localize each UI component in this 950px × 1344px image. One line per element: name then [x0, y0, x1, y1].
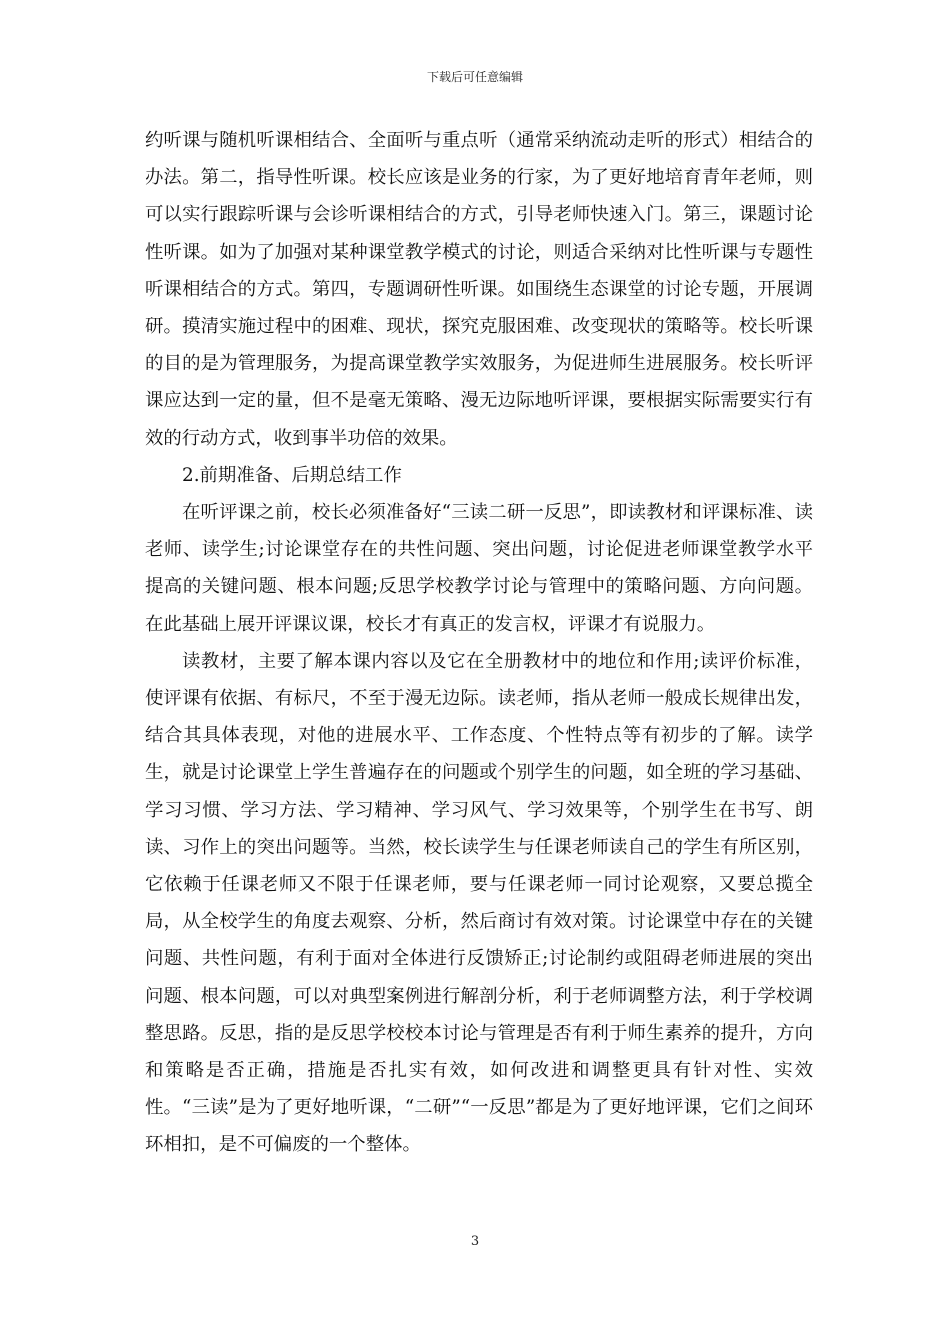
- paragraph-preparation: 在听评课之前，校长必须准备好“三读二研一反思”，即读教材和评课标准、读老师、读学生;讨论课堂存在的共性问题、突出问题，讨论促进老师课堂教学水平提高的关键问题、根本问题;反思学校教学讨论与管理中的策略问题、方向问题。在此基础上展开评课议课，校长才有真正的发言权，评课才有说服力。: [145, 502, 813, 635]
- document-body: [145, 122, 813, 1164]
- page-header: 下载后可任意编辑: [426, 70, 523, 84]
- page-number: 3: [470, 1234, 480, 1249]
- section-heading: 2.前期准备、后期总结工作: [182, 464, 402, 486]
- paragraph-continuation: 约听课与随机听课相结合、全面听与重点听（通常采纳流动走听的形式）相结合的办法。第二，指导性听课。校长应该是业务的行家，为了更好地培育青年老师，则可以实行跟踪听课与会诊听课相结合的方式，引导老师快速入门。第三，课题讨论性听课。如为了加强对某种课堂教学模式的讨论，则适合采纳对比性听课与专题性听课相结合的方式。第四，专题调研性听课。如围绕生态课堂的讨论专题，开展调研。摸清实施过程中的困难、现状，探究克服困难、改变现状的策略等。校长听课的目的是为管理服务，为提高课堂教学实效服务，为促进师生进展服务。校长听评课应达到一定的量，但不是毫无策略、漫无边际地听评课，要根据实际需要实行有效的行动方式，收到事半功倍的效果。: [145, 130, 813, 449]
- paragraph-reading-materials: 读教材，主要了解本课内容以及它在全册教材中的地位和作用;读评价标准，使评课有依据、有标尺，不至于漫无边际。读老师，指从老师一般成长规律出发，结合其具体表现，对他的进展水平、工作态度、个性特点等有初步的了解。读学生，就是讨论课堂上学生普遍存在的问题或个别学生的问题，如全班的学习基础、学习习惯、学习方法、学习精神、学习风气、学习效果等，个别学生在书写、朗读、习作上的突出问题等。当然，校长读学生与任课老师读自己的学生有所区别，它依赖于任课老师又不限于任课老师，要与任课老师一同讨论观察，又要总揽全局，从全校学生的角度去观察、分析，然后商讨有效对策。讨论课堂中存在的关键问题、共性问题，有利于面对全体进行反馈矫正;讨论制约或阻碍老师进展的突出问题、根本问题，可以对典型案例进行解剖分析，利于老师调整方法，利于学校调整思路。反思，指的是反思学校校本讨论与管理是否有利于师生素养的提升，方向和策略是否正确，措施是否扎实有效，如何改进和调整更具有针对性、实效性。“三读”是为了更好地听课，“二研”“一反思”都是为了更好地评课，它们之间环环相扣，是不可偏废的一个整体。: [145, 650, 813, 1156]
